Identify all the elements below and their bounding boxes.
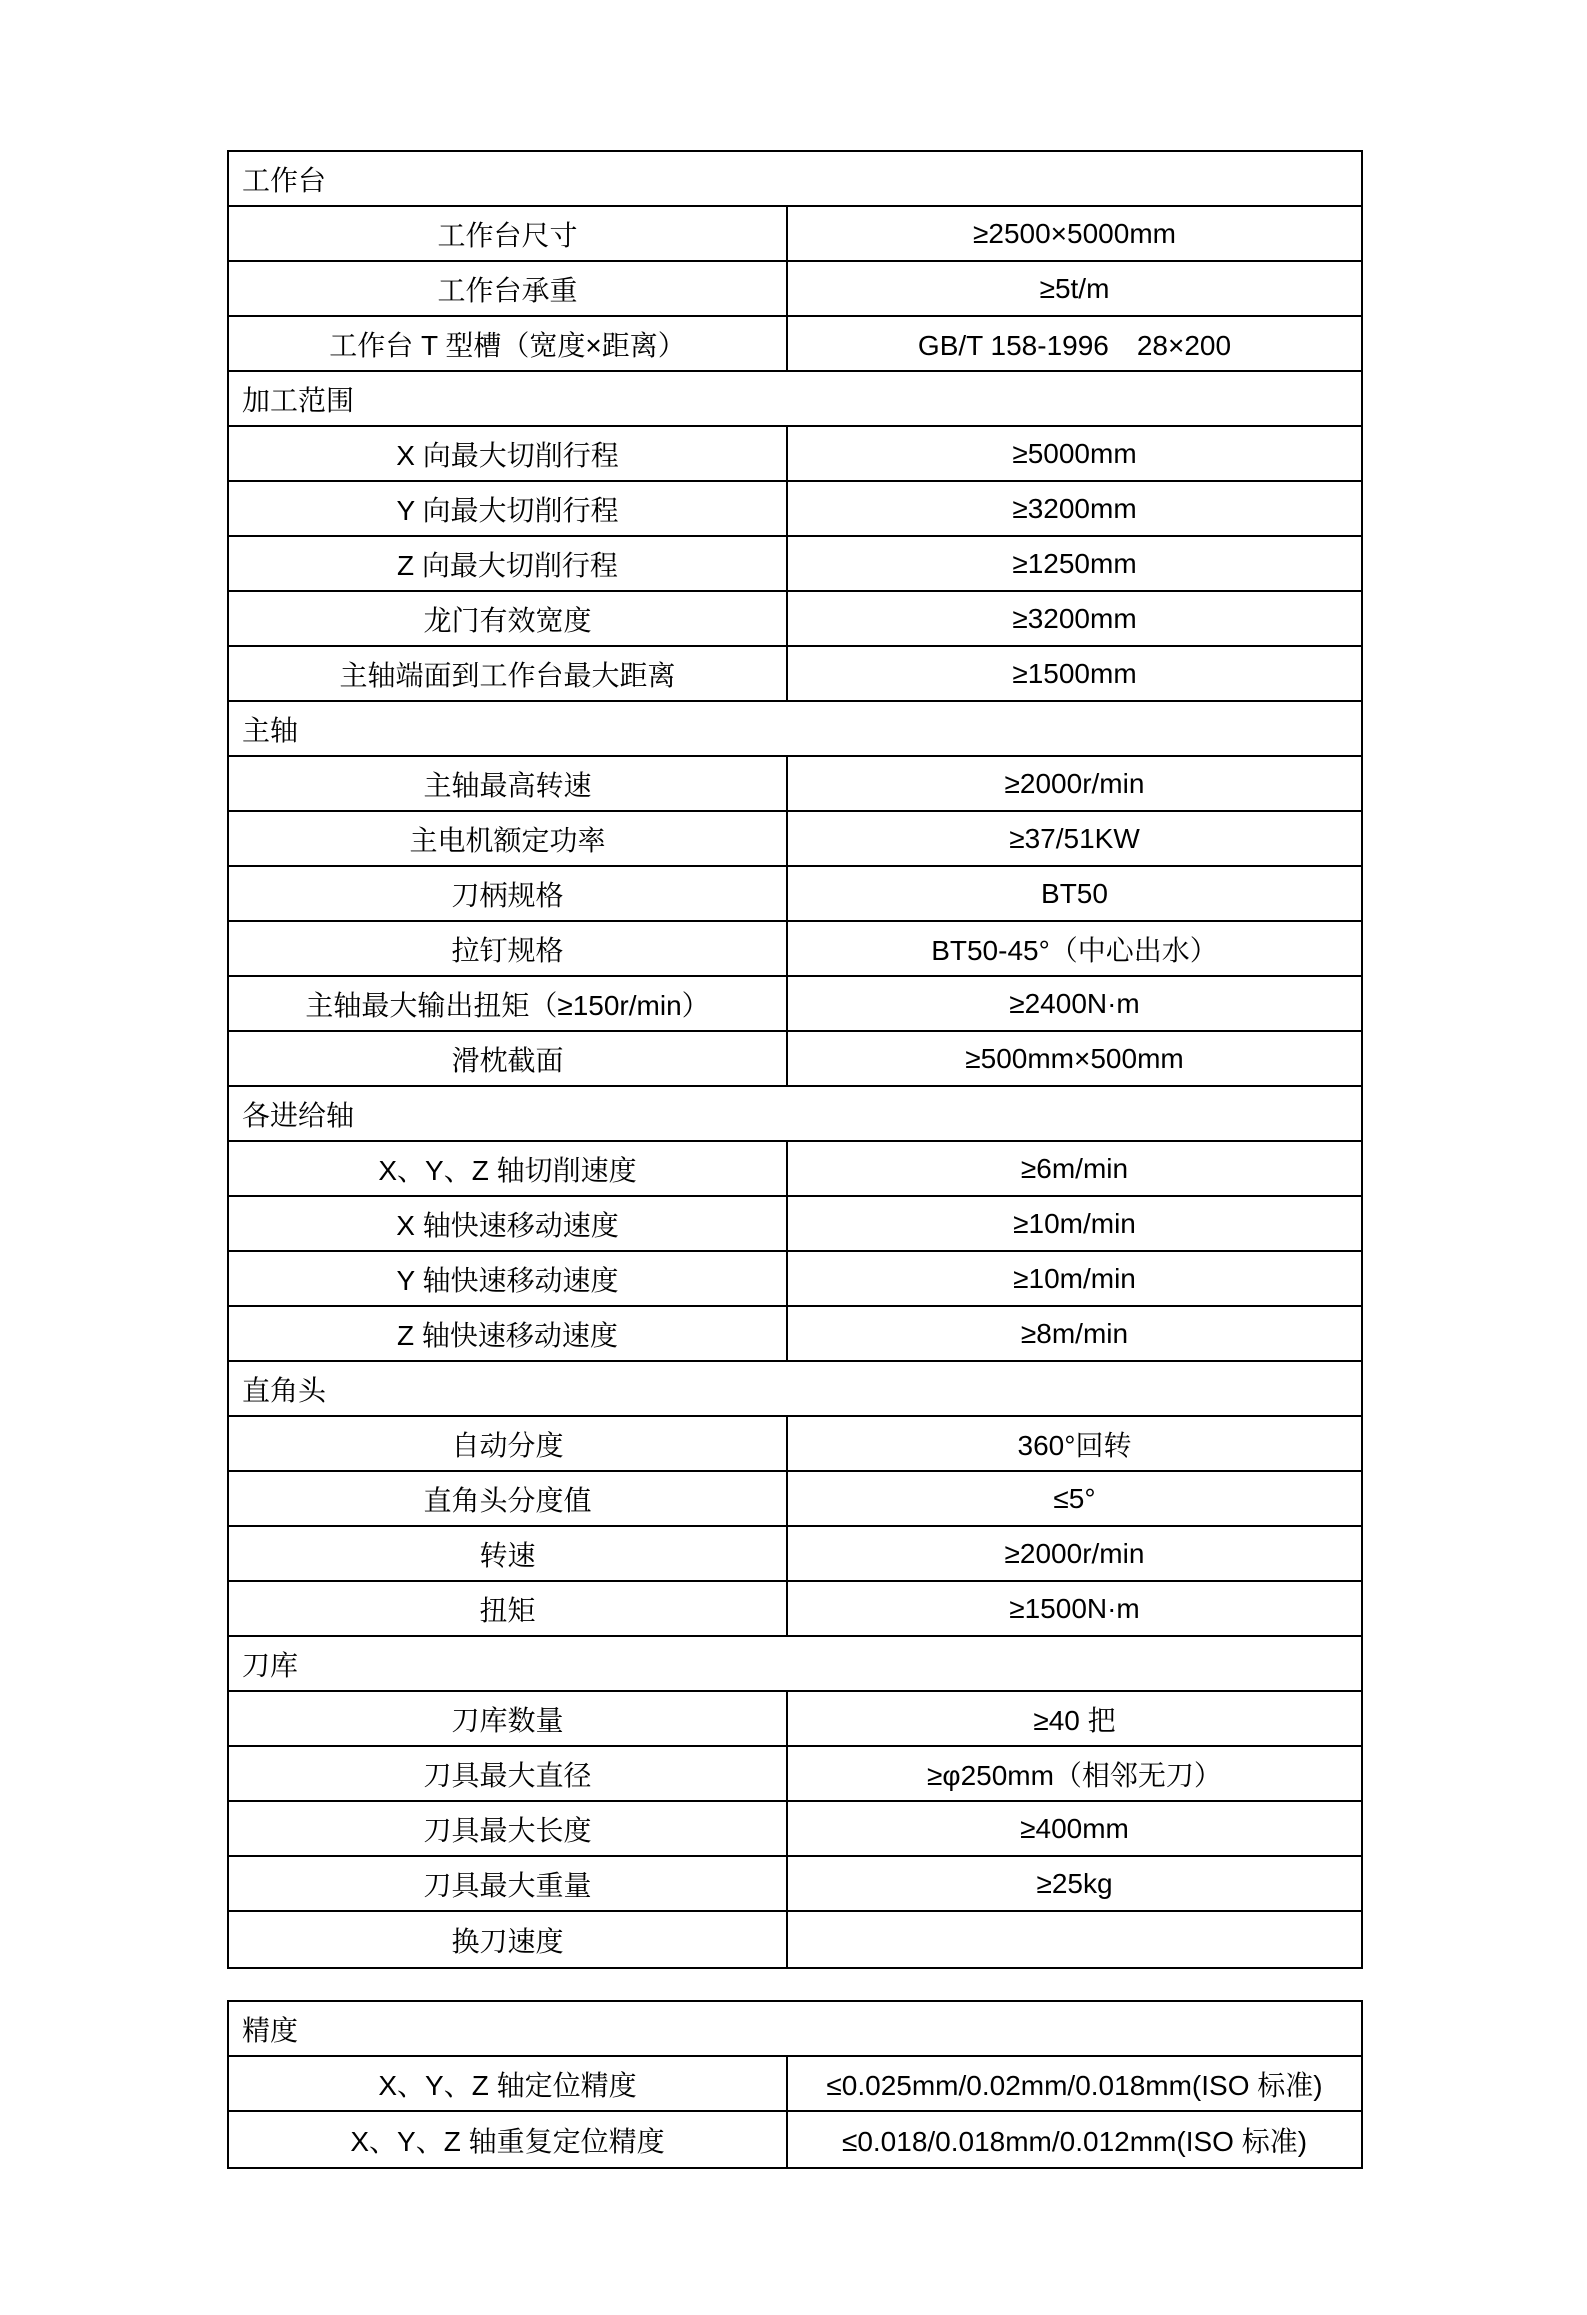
table-row [229, 1142, 1361, 1197]
spec-label: X 向最大切削行程 [229, 427, 788, 480]
spec-value [788, 1912, 1361, 1967]
table-row [229, 1582, 1361, 1637]
spec-label: 主电机额定功率 [229, 812, 788, 865]
section-header: 精度 [229, 2002, 1361, 2057]
table-row [229, 647, 1361, 702]
spec-label: X、Y、Z 轴定位精度 [229, 2057, 788, 2110]
spec-label: 工作台尺寸 [229, 207, 788, 260]
table-row [229, 812, 1361, 867]
spec-value: ≤0.025mm/0.02mm/0.018mm(ISO 标准) [826, 2069, 1323, 2101]
section-header: 直角头 [229, 1362, 1361, 1417]
spec-label: 工作台承重 [229, 262, 788, 315]
spec-label: 滑枕截面 [229, 1032, 788, 1085]
spec-label: X、Y、Z 轴重复定位精度 [229, 2112, 788, 2167]
section-header: 各进给轴 [229, 1087, 1361, 1142]
spec-value: ≥2000r/min [1004, 1537, 1145, 1569]
table-row [229, 1912, 1361, 1967]
spec-label: 直角头分度值 [229, 1472, 788, 1525]
table-row [229, 977, 1361, 1032]
spec-value: ≥8m/min [1020, 1317, 1129, 1349]
spec-value: 360°回转 [1017, 1429, 1132, 1461]
spec-label: 扭矩 [229, 1582, 788, 1635]
spec-value: GB/T 158-1996 28×200 [917, 329, 1232, 361]
spec-label: 刀具最大重量 [229, 1857, 788, 1910]
machine-spec-table [227, 150, 1363, 1969]
spec-label: 主轴端面到工作台最大距离 [229, 647, 788, 700]
spec-label: 刀具最大长度 [229, 1802, 788, 1855]
table-row [229, 922, 1361, 977]
spec-label: 转速 [229, 1527, 788, 1580]
spec-value: ≥1250mm [1012, 547, 1137, 579]
spec-value: ≥1500N·m [1009, 1592, 1140, 1624]
spec-label: 换刀速度 [229, 1912, 788, 1967]
spec-value: ≥5t/m [1039, 272, 1110, 304]
table-row [229, 1197, 1361, 1252]
spec-value: BT50-45°（中心出水） [931, 934, 1218, 966]
spec-label: 拉钉规格 [229, 922, 788, 975]
spec-value: ≥10m/min [1013, 1207, 1136, 1239]
spec-value: ≥500mm×500mm [965, 1042, 1184, 1074]
table-row [229, 1032, 1361, 1087]
spec-value: ≥37/51KW [1009, 822, 1140, 854]
table-row [229, 1747, 1361, 1802]
spec-label: X 轴快速移动速度 [229, 1197, 788, 1250]
spec-value: ≥6m/min [1020, 1152, 1129, 1184]
spec-value: ≥2000r/min [1004, 767, 1145, 799]
table-row [229, 1252, 1361, 1307]
table-row [229, 1417, 1361, 1472]
spec-value: ≥φ250mm（相邻无刀） [927, 1759, 1222, 1791]
table-row [229, 1527, 1361, 1582]
table-row [229, 537, 1361, 592]
spec-label: 刀柄规格 [229, 867, 788, 920]
section-header: 刀库 [229, 1637, 1361, 1692]
spec-label: 工作台 T 型槽（宽度×距离） [229, 317, 788, 370]
table-row [229, 1472, 1361, 1527]
table-row [229, 262, 1361, 317]
precision-spec-table [227, 2000, 1363, 2169]
spec-value: ≥2400N·m [1009, 987, 1140, 1019]
table-row [229, 207, 1361, 262]
spec-label: Y 向最大切削行程 [229, 482, 788, 535]
spec-label: Z 向最大切削行程 [229, 537, 788, 590]
spec-value: ≥3200mm [1012, 602, 1137, 634]
spec-value: ≤0.018/0.018mm/0.012mm(ISO 标准) [841, 2125, 1308, 2157]
spec-value: ≥3200mm [1012, 492, 1137, 524]
spec-value: ≥400mm [1020, 1812, 1129, 1844]
section-header: 主轴 [229, 702, 1361, 757]
spec-value: ≥2500×5000mm [973, 217, 1176, 249]
spec-value: ≤5° [1053, 1482, 1096, 1514]
table-row [229, 1802, 1361, 1857]
spec-label: 主轴最高转速 [229, 757, 788, 810]
section-header: 工作台 [229, 152, 1361, 207]
table-row [229, 482, 1361, 537]
table-row [229, 592, 1361, 647]
spec-value: ≥1500mm [1012, 657, 1137, 689]
table-row [229, 1307, 1361, 1362]
spec-label: 刀库数量 [229, 1692, 788, 1745]
section-header: 加工范围 [229, 372, 1361, 427]
spec-value: ≥5000mm [1012, 437, 1137, 469]
table-row [229, 427, 1361, 482]
spec-label: 自动分度 [229, 1417, 788, 1470]
table-row [229, 757, 1361, 812]
spec-value: ≥10m/min [1013, 1262, 1136, 1294]
table-row [229, 317, 1361, 372]
table-row [229, 867, 1361, 922]
spec-value: ≥25kg [1036, 1867, 1113, 1899]
spec-value: ≥40 把 [1033, 1704, 1116, 1736]
table-row [229, 1692, 1361, 1747]
table-row [229, 1857, 1361, 1912]
table-row [229, 2112, 1361, 2167]
spec-label: 刀具最大直径 [229, 1747, 788, 1800]
spec-value: BT50 [1041, 877, 1108, 909]
spec-label: Y 轴快速移动速度 [229, 1252, 788, 1305]
table-row [229, 2057, 1361, 2112]
spec-label: X、Y、Z 轴切削速度 [229, 1142, 788, 1195]
spec-label: Z 轴快速移动速度 [229, 1307, 788, 1360]
spec-label: 主轴最大输出扭矩（≥150r/min） [229, 977, 788, 1030]
spec-label: 龙门有效宽度 [229, 592, 788, 645]
